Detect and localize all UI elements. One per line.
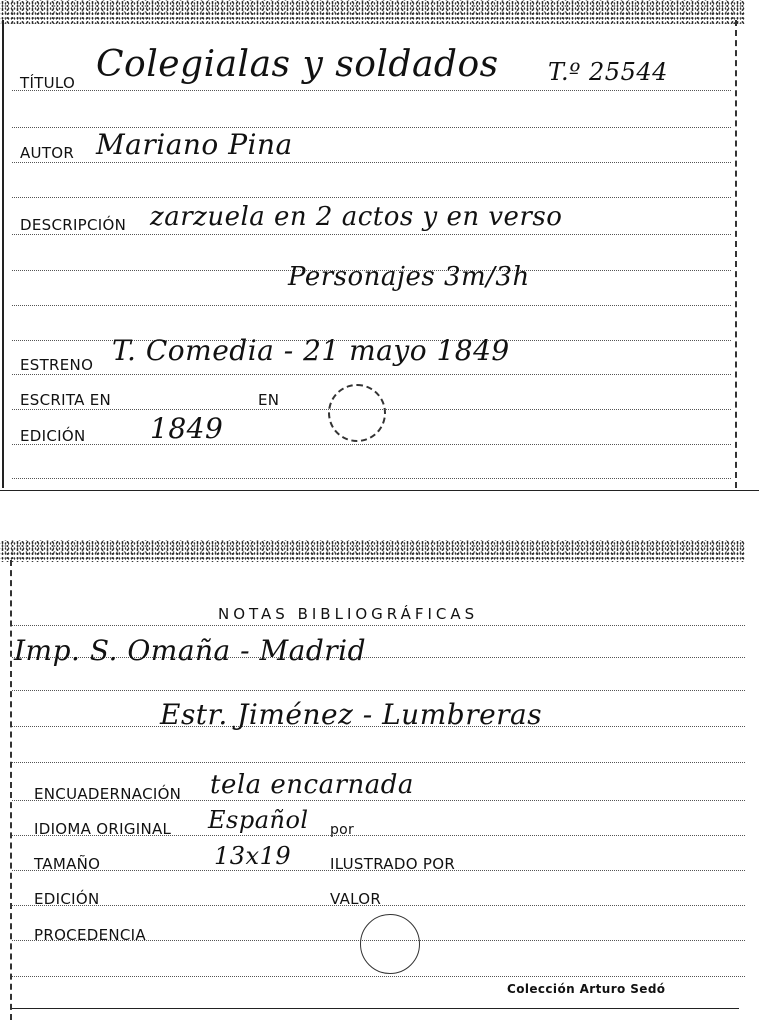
premiere-value: T. Comedia - 21 mayo 1849 <box>112 334 510 367</box>
rule-line <box>12 690 745 691</box>
stamp-circle <box>328 384 386 442</box>
note-line-1: Imp. S. Omaña - Madrid <box>14 634 367 667</box>
binding-value: tela encarnada <box>210 770 414 800</box>
stamp-circle <box>360 914 420 974</box>
edition-label: EDICIÓN <box>34 890 100 908</box>
rule-line <box>12 976 745 977</box>
catalog-card-front <box>0 0 745 492</box>
description-label: DESCRIPCIÓN <box>20 216 127 234</box>
language-value: Español <box>208 806 309 834</box>
catalog-number: T.º 25544 <box>548 58 668 86</box>
rule-line <box>12 234 731 235</box>
size-label: TAMAÑO <box>34 855 101 873</box>
rule-line <box>12 625 745 626</box>
rule-line <box>12 305 731 306</box>
card-bottom-edge <box>12 1008 739 1009</box>
notes-heading: NOTAS BIBLIOGRÁFICAS <box>218 605 479 623</box>
provenance-label: PROCEDENCIA <box>34 926 146 944</box>
author-label: AUTOR <box>20 144 75 162</box>
characters-value: Personajes 3m/3h <box>288 262 530 292</box>
rule-line <box>12 444 731 445</box>
note-line-2: Estr. Jiménez - Lumbreras <box>160 698 543 731</box>
premiere-label: ESTRENO <box>20 356 94 374</box>
card-left-border <box>10 560 12 1020</box>
illustrated-label: ILUSTRADO POR <box>330 855 456 873</box>
written-en-label: EN <box>258 391 280 409</box>
title-value: Colegialas y soldados <box>96 44 499 85</box>
rule-line <box>12 478 731 479</box>
description-value: zarzuela en 2 actos y en verso <box>150 202 563 232</box>
edition-label: EDICIÓN <box>20 427 86 445</box>
binding-label: ENCUADERNACIÓN <box>34 785 182 803</box>
language-label: IDIOMA ORIGINAL <box>34 820 172 838</box>
scan-noise-edge <box>0 0 745 24</box>
card-right-border <box>735 20 737 488</box>
rule-line <box>12 90 731 91</box>
rule-line <box>12 162 731 163</box>
value-label: VALOR <box>330 890 382 908</box>
author-value: Mariano Pina <box>96 128 293 161</box>
por-label: por <box>330 822 355 838</box>
size-value: 13x19 <box>214 842 292 870</box>
title-label: TÍTULO <box>20 74 76 92</box>
card-bottom-edge <box>0 490 759 491</box>
collection-footer: Colección Arturo Sedó <box>507 982 666 996</box>
scan-noise-edge <box>0 540 745 562</box>
card-left-border <box>2 20 4 488</box>
rule-line <box>12 197 731 198</box>
rule-line <box>12 762 745 763</box>
rule-line <box>12 374 731 375</box>
edition-value: 1849 <box>150 412 224 445</box>
written-label: ESCRITA EN <box>20 391 112 409</box>
